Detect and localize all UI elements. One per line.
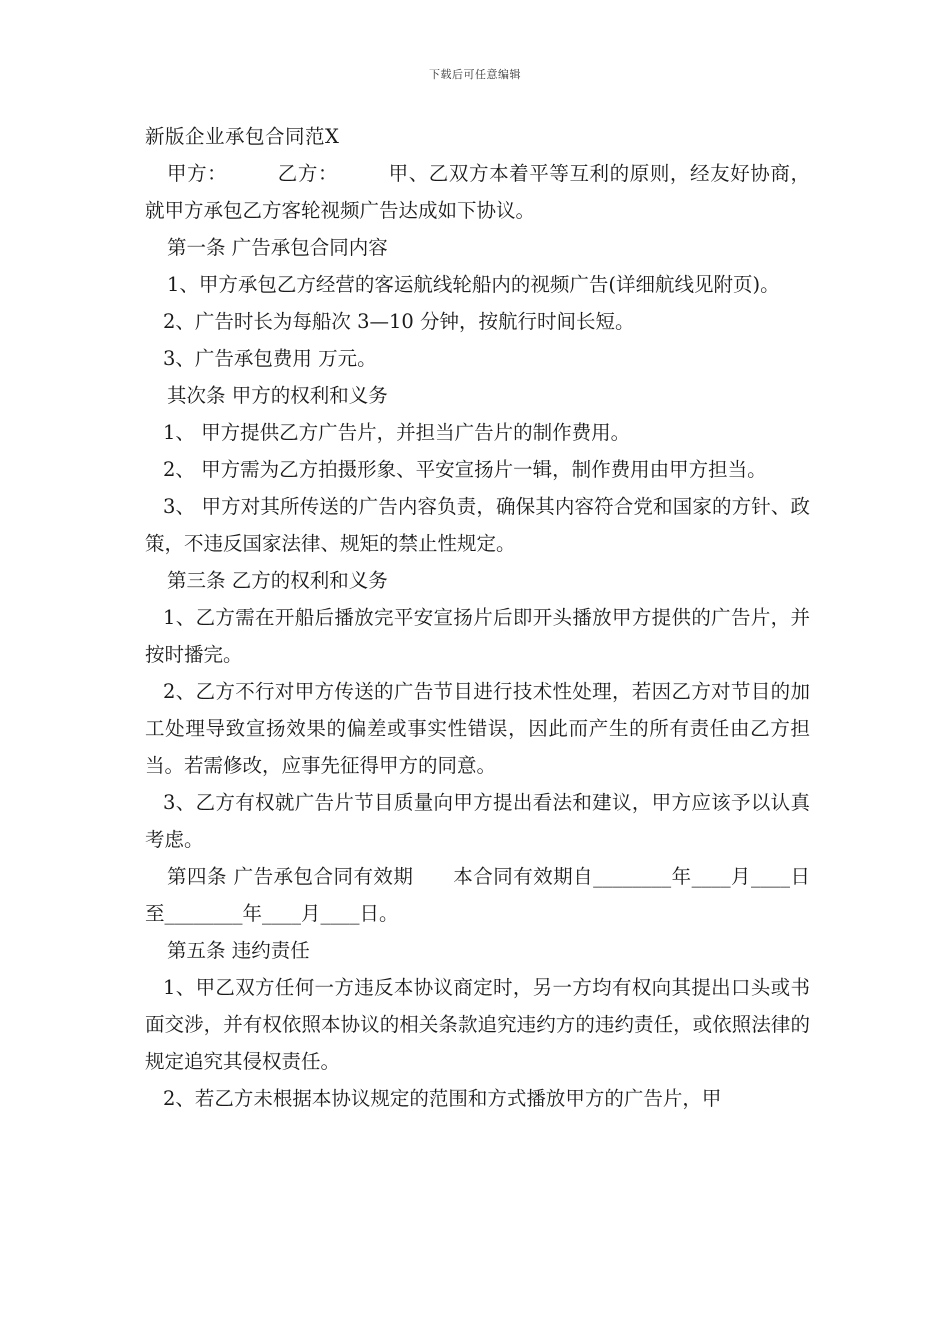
- section-3-item-2: 2、乙方不行对甲方传送的广告节目进行技术性处理，若因乙方对节目的加工处理导致宣扬效果的偏差或事实性错误，因此而产生的所有责任由乙方担当。若需修改，应事先征得甲方的同意。: [145, 680, 810, 777]
- section-4-paragraph: 第四条 广告承包合同有效期 本合同有效期自________年____月____日至________年____月____日。: [145, 865, 810, 925]
- section-3-item-3: 3、乙方有权就广告片节目质量向甲方提出看法和建议，甲方应该予以认真考虑。: [145, 791, 810, 851]
- section-2-item-1: 1、 甲方提供乙方广告片，并担当广告片的制作费用。: [163, 421, 631, 444]
- page-header-note: 下载后可任意编辑: [429, 68, 521, 81]
- section-5-item-2: 2、若乙方未根据本协议规定的范围和方式播放甲方的广告片，甲: [163, 1087, 722, 1110]
- document-title: 新版企业承包合同范X: [145, 125, 340, 148]
- intro-paragraph: 甲方： 乙方： 甲、乙双方本着平等互利的原则，经友好协商，就甲方承包乙方客轮视频广告达成如下协议。: [145, 162, 810, 222]
- section-3-item-1: 1、乙方需在开船后播放完平安宣扬片后即开头播放甲方提供的广告片，并按时播完。: [145, 606, 810, 666]
- section-2-heading: 其次条 甲方的权利和义务: [167, 384, 388, 407]
- section-2-item-2: 2、 甲方需为乙方拍摄形象、平安宣扬片一辑，制作费用由甲方担当。: [163, 458, 767, 481]
- section-2-item-3: 3、 甲方对其所传送的广告内容负责，确保其内容符合党和国家的方针、政策，不违反国家法律、规矩的禁止性规定。: [145, 495, 810, 555]
- section-1-item-2: 2、广告时长为每船次 3—10 分钟，按航行时间长短。: [163, 310, 635, 333]
- document-body: [145, 118, 810, 1117]
- section-1-item-1: 1、甲方承包乙方经营的客运航线轮船内的视频广告(详细航线见附页)。: [167, 273, 780, 296]
- section-5-heading: 第五条 违约责任: [167, 939, 310, 962]
- section-1-heading: 第一条 广告承包合同内容: [167, 236, 388, 259]
- section-1-item-3: 3、广告承包费用 万元。: [163, 347, 377, 370]
- section-5-item-1: 1、甲乙双方任何一方违反本协议商定时，另一方均有权向其提出口头或书面交涉，并有权依照本协议的相关条款追究违约方的违约责任，或依照法律的规定追究其侵权责任。: [145, 976, 810, 1073]
- section-3-heading: 第三条 乙方的权利和义务: [167, 569, 388, 592]
